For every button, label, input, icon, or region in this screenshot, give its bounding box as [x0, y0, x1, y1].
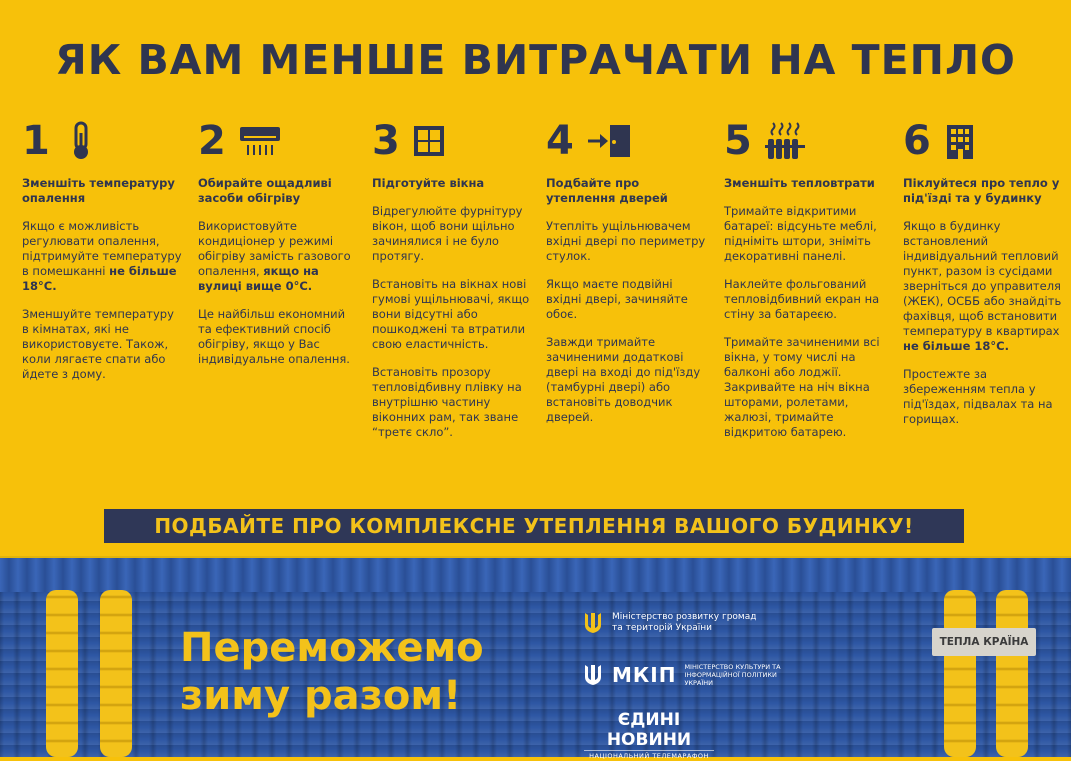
radiator-icon [764, 121, 806, 161]
door-enter-icon [586, 121, 634, 161]
step-paragraph: Зменшуйте температуру в кімнатах, які не використовуєте. Також, коли лягаєте спати або йдете з дому. [22, 307, 174, 381]
step-2 [198, 118, 358, 367]
step-5 [724, 118, 884, 440]
step-paragraph: Використовуйте кондиціонер у режимі обігріву замість газового опалення, якщо на вулиці вище 0°С. [198, 219, 351, 293]
step-paragraph: Встановіть прозору тепловідбивну плівку на внутрішню частину віконних рам, так зване “третє скло”. [372, 365, 522, 439]
step-4 [546, 118, 706, 425]
ministry-communities-logo: Міністерство розвитку громад та територій України [582, 606, 822, 640]
step-paragraph: Простежте за збереженням тепла у під'їздах, підвалах та на горищах. [903, 367, 1053, 426]
step-paragraph: Наклейте фольгований тепловідбивний екран на стіну за батареєю. [724, 277, 880, 321]
step-paragraph: Це найбільш економний та ефективний спосіб обігріву, якщо у Вас індивідуальне опалення. [198, 307, 350, 366]
call-to-action-banner: ПОДБАЙТЕ ПРО КОМПЛЕКСНЕ УТЕПЛЕННЯ ВАШОГО БУДИНКУ! [104, 509, 964, 543]
slogan: Переможемо зиму разом! [180, 625, 484, 719]
step-title: Зменшіть тепловтрати [724, 176, 875, 190]
step-title: Зменшіть температуру опалення [22, 176, 175, 205]
step-paragraph: Встановіть на вікнах нові гумові ущільнювачі, якщо вони відсутні або пошкоджені та втратили свою еластичність. [372, 277, 530, 351]
trident-icon [582, 661, 604, 689]
step-3 [372, 118, 532, 440]
warm-country-badge: ТЕПЛА КРАЇНА [932, 628, 1036, 656]
step-title: Підготуйте вікна [372, 176, 485, 190]
step-number: 3 [372, 118, 400, 164]
apartment-building-icon [943, 121, 977, 161]
step-number: 5 [724, 118, 752, 164]
yellow-braid-decoration [100, 590, 132, 757]
poster-title: ЯК ВАМ МЕНШЕ ВИТРАЧАТИ НА ТЕПЛО [55, 36, 1016, 84]
step-title: Подбайте про утеплення дверей [546, 176, 668, 205]
step-paragraph: Відрегулюйте фурнітуру вікон, щоб вони щільно зачинялися і не було протягу. [372, 204, 523, 263]
ministry-culture-logo: МКІП МІНІСТЕРСТВО КУЛЬТУРИ ТА ІНФОРМАЦІЙНОЇ ПОЛІТИКИ УКРАЇНИ [582, 658, 822, 692]
thermometer-icon [62, 121, 100, 161]
step-paragraph: Якщо є можливість регулювати опалення, підтримуйте температуру в помешканні не більше 18°С. [22, 219, 182, 293]
yellow-braid-decoration [944, 590, 976, 757]
step-6 [903, 118, 1063, 427]
step-paragraph: Тримайте зачиненими всі вікна, у тому числі на балконі або лоджії. Закривайте на ніч вікна шторами, ролетами, жалюзі, тримайте відкритою батарею. [724, 335, 880, 439]
step-paragraph: Утепліть ущільнювачем вхідні двері по периметру стулок. [546, 219, 706, 263]
united-news-logo: ЄДИНІ НОВИНИ НАЦІОНАЛЬНИЙ ТЕЛЕМАРАФОН [582, 710, 822, 761]
knitted-edge [0, 556, 1071, 592]
step-paragraph: Завжди тримайте зачиненими додаткові двері на вході до під'їзду (тамбурні двері) або встановіть доводчик дверей. [546, 335, 701, 424]
step-paragraph: Якщо маєте подвійні вхідні двері, зачиняйте обоє. [546, 277, 688, 321]
step-number: 6 [903, 118, 931, 164]
yellow-braid-decoration [996, 590, 1028, 757]
trident-icon [582, 609, 604, 637]
partner-logos [582, 606, 822, 761]
step-paragraph: Якщо в будинку встановлений індивідуальний тепловий пункт, разом із сусідами зверніться до управителя (ЖЕК), ОСББ або знайдіть фахівця, щоб встановити температуру в квартирах не більше 18°С. [903, 219, 1062, 353]
air-conditioner-icon [238, 121, 282, 161]
step-number: 2 [198, 118, 226, 164]
step-1 [22, 118, 182, 382]
step-paragraph: Тримайте відкритими батареї: відсуньте меблі, підніміть штори, зніміть декоративні панелі. [724, 204, 877, 263]
window-icon [412, 121, 446, 161]
step-title: Піклуйтеся про тепло у під'їзді та у будинку [903, 176, 1060, 205]
step-number: 4 [546, 118, 574, 164]
yellow-braid-decoration [46, 590, 78, 757]
step-number: 1 [22, 118, 50, 164]
step-title: Обирайте ощадливі засоби обігріву [198, 176, 332, 205]
